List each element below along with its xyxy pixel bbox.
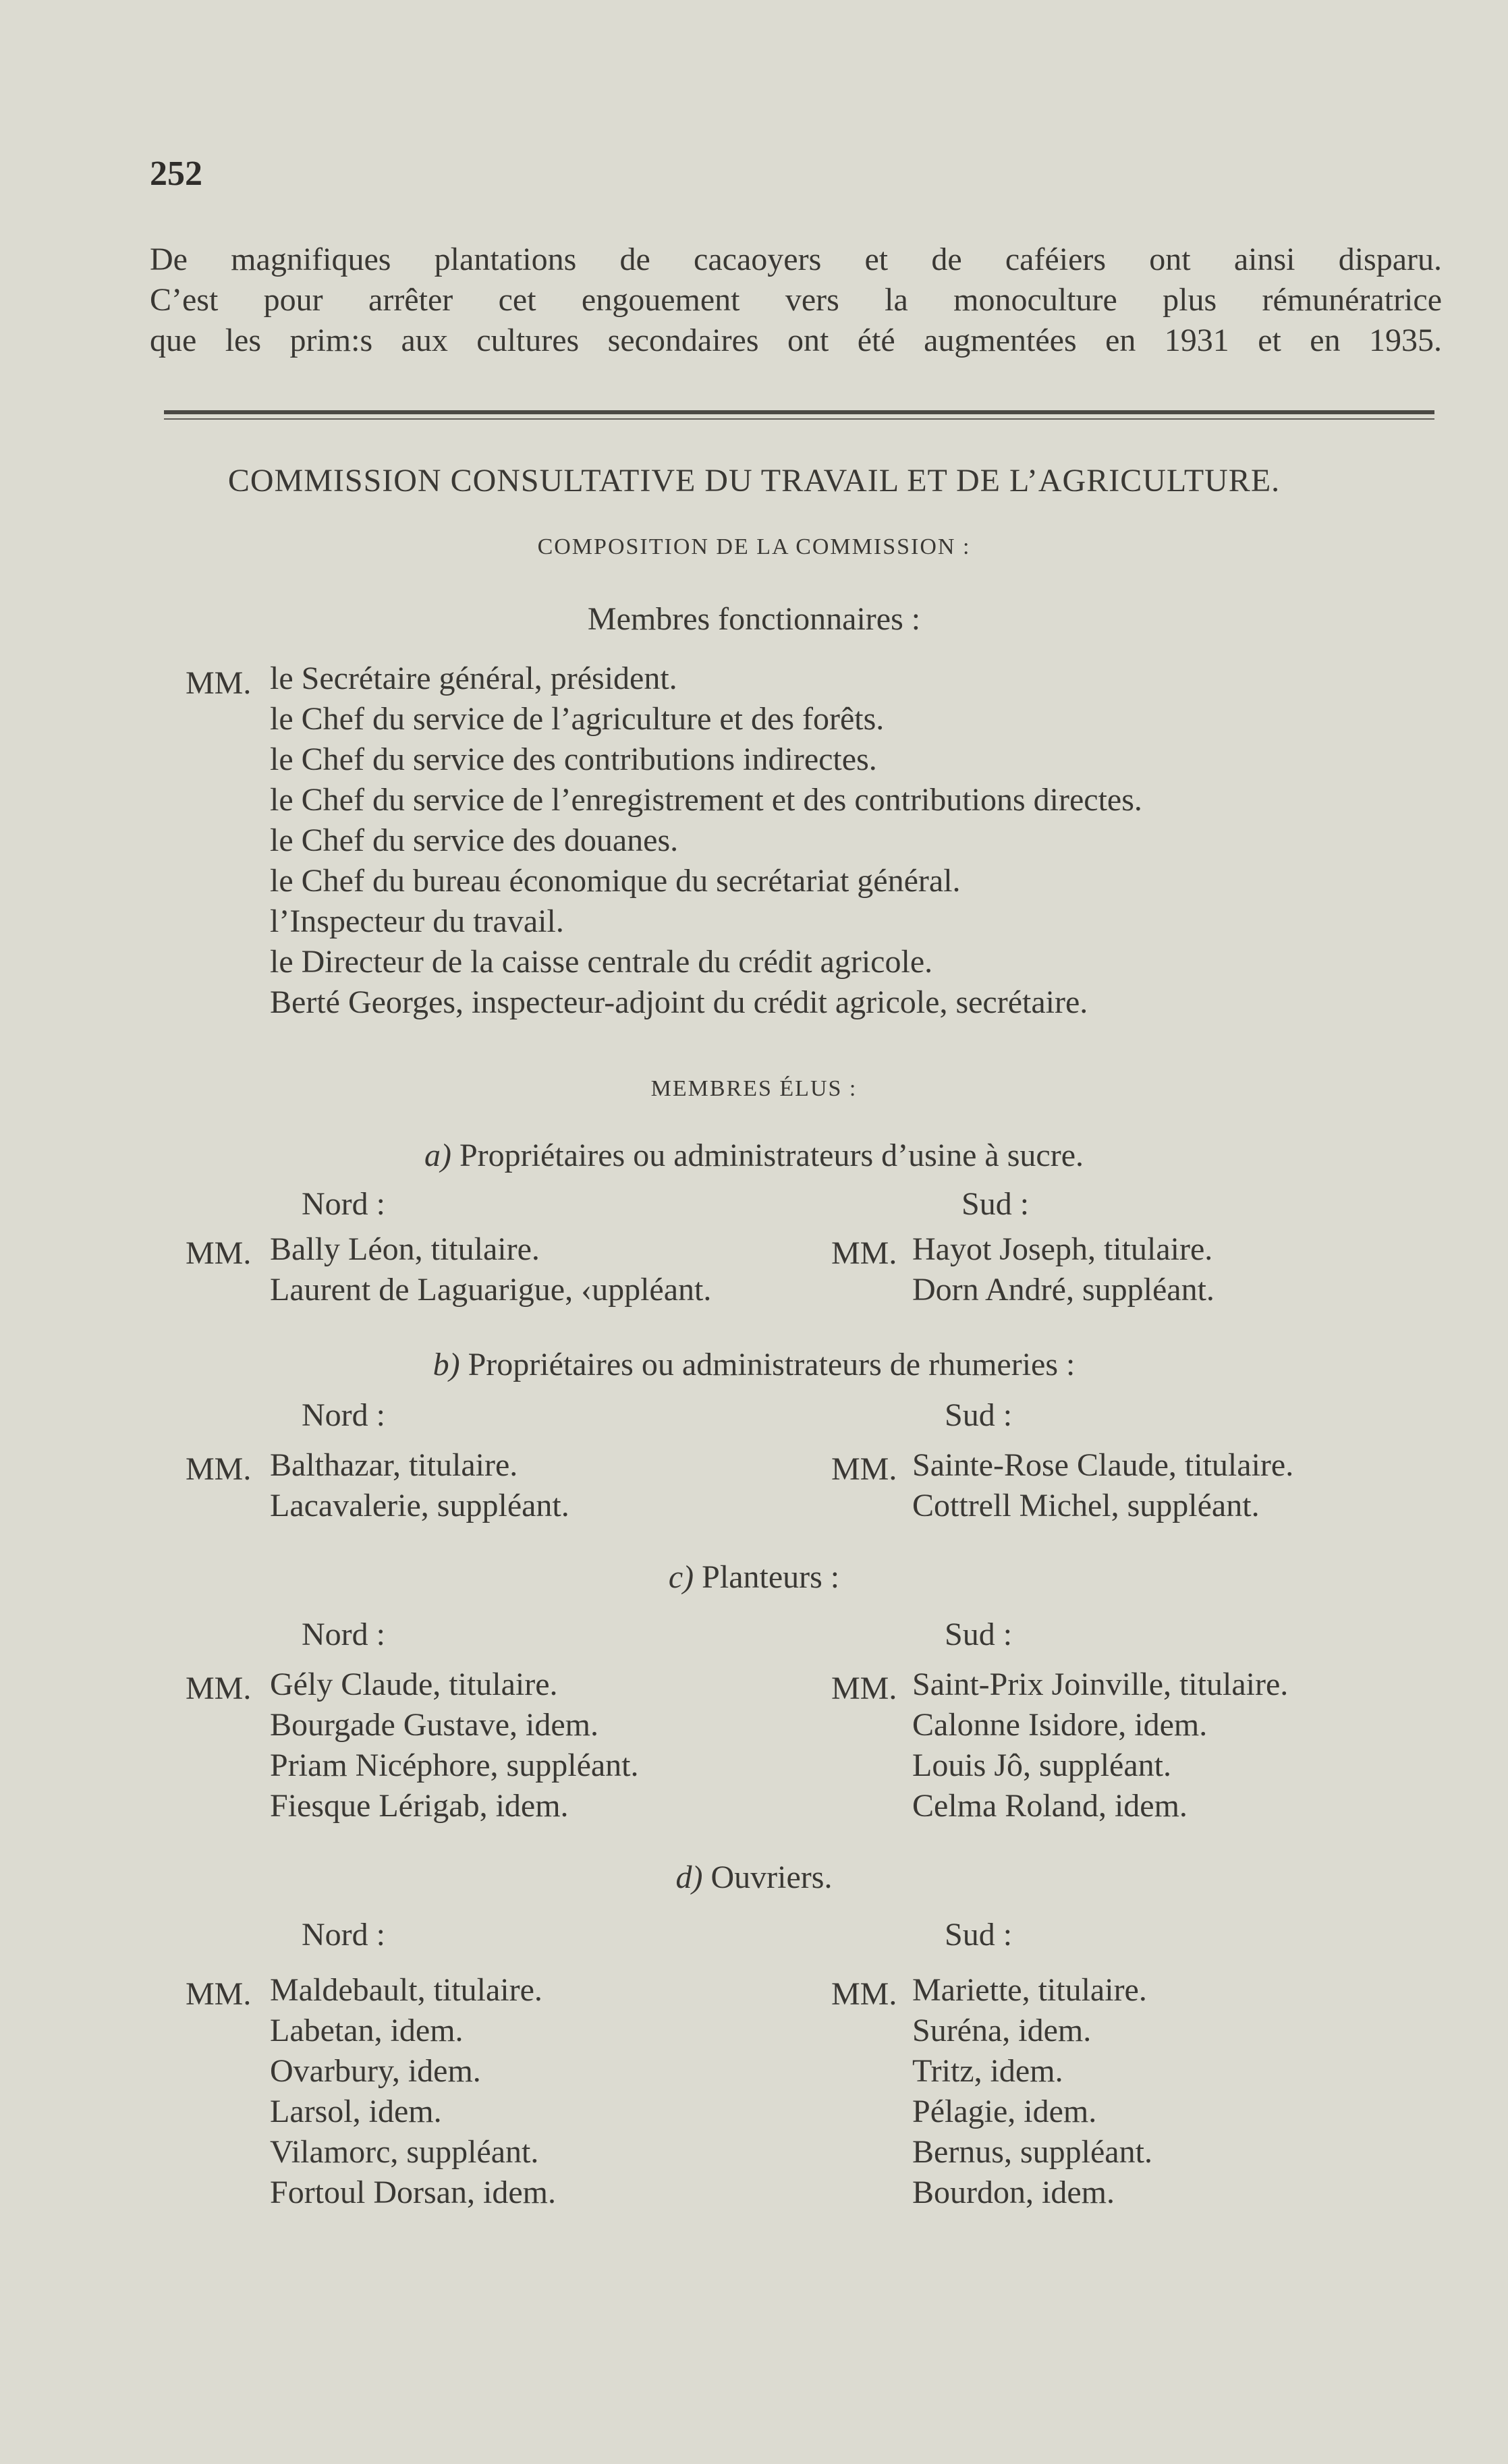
nord-label: Nord : <box>302 1917 385 1953</box>
mm-prefix: MM. <box>186 665 252 701</box>
member-item: Bernus, suppléant. <box>912 2134 1152 2170</box>
sud-label: Sud : <box>945 1917 1013 1953</box>
member-item: l’Inspecteur du travail. <box>270 903 564 939</box>
section-divider-thin <box>164 418 1434 420</box>
member-item: Dorn André, suppléant. <box>912 1272 1214 1308</box>
member-item: Lacavalerie, suppléant. <box>270 1488 569 1523</box>
intro-paragraph <box>150 240 1442 361</box>
member-item: Gély Claude, titulaire. <box>270 1667 558 1702</box>
member-item: le Chef du service de l’agriculture et des forêts. <box>270 701 885 737</box>
member-item: Priam Nicéphore, suppléant. <box>270 1747 639 1783</box>
group-a-title <box>0 1137 1508 1174</box>
group-c-sud-list <box>912 1664 1288 1826</box>
member-item: Celma Roland, idem. <box>912 1788 1188 1824</box>
member-item: Sainte-Rose Claude, titulaire. <box>912 1447 1294 1483</box>
group-b-title <box>0 1346 1508 1383</box>
member-item: Cottrell Michel, suppléant. <box>912 1488 1260 1523</box>
paragraph-line: C’est pour arrêter cet engouement vers la monoculture plus rémunératrice <box>150 282 1442 318</box>
nord-label: Nord : <box>302 1397 385 1433</box>
member-item: Labetan, idem. <box>270 2013 464 2048</box>
member-item: Suréna, idem. <box>912 2013 1092 2048</box>
group-title: Ouvriers. <box>710 1859 833 1895</box>
member-item: Tritz, idem. <box>912 2053 1063 2089</box>
member-item: Fortoul Dorsan, idem. <box>270 2175 556 2210</box>
member-item: Maldebault, titulaire. <box>270 1972 542 2008</box>
page-number: 252 <box>150 155 202 193</box>
nord-label: Nord : <box>302 1617 385 1652</box>
group-d-title <box>0 1859 1508 1896</box>
group-d-sud-list <box>912 1970 1152 2213</box>
member-item: Calonne Isidore, idem. <box>912 1707 1208 1743</box>
mm-prefix: MM. <box>831 1235 897 1271</box>
fonctionnaires-heading: Membres fonctionnaires : <box>587 601 921 637</box>
mm-prefix: MM. <box>831 1671 897 1706</box>
paragraph-line: De magnifiques plantations de cacaoyers et de caféiers ont ainsi disparu. <box>150 242 1442 277</box>
member-item: Ovarbury, idem. <box>270 2053 481 2089</box>
member-item: Bourdon, idem. <box>912 2175 1115 2210</box>
member-item: Bourgade Gustave, idem. <box>270 1707 599 1743</box>
sud-label: Sud : <box>945 1397 1013 1433</box>
member-item: Laurent de Laguarigue, ‹uppléant. <box>270 1272 712 1308</box>
group-b-sud-list <box>912 1445 1293 1526</box>
group-title: Propriétaires ou administrateurs d’usine à sucre. <box>459 1138 1084 1173</box>
member-item: Pélagie, idem. <box>912 2094 1097 2129</box>
mm-prefix: MM. <box>186 1451 252 1487</box>
group-a-sud-list <box>912 1229 1214 1310</box>
group-letter: c) <box>668 1559 694 1595</box>
member-item: Fiesque Lérigab, idem. <box>270 1788 569 1824</box>
group-c-title <box>0 1559 1508 1596</box>
member-item: le Chef du service des contributions indirectes. <box>270 741 877 777</box>
group-b-nord-list <box>270 1445 569 1526</box>
commission-title: COMMISSION CONSULTATIVE DU TRAVAIL ET DE L’AGRICULTURE. <box>227 463 1281 499</box>
group-letter: b) <box>432 1347 460 1382</box>
member-item: le Directeur de la caisse centrale du crédit agricole. <box>270 944 933 980</box>
member-item: Louis Jô, suppléant. <box>912 1747 1171 1783</box>
sud-label: Sud : <box>945 1617 1013 1652</box>
member-item: le Chef du service des douanes. <box>270 822 679 858</box>
member-item: le Chef du bureau économique du secrétariat général. <box>270 863 961 899</box>
group-d-nord-list <box>270 1970 556 2213</box>
elus-heading: MEMBRES ÉLUS : <box>650 1076 858 1101</box>
group-title: Planteurs : <box>702 1559 840 1595</box>
member-item: Berté Georges, inspecteur-adjoint du crédit agricole, secrétaire. <box>270 984 1088 1020</box>
mm-prefix: MM. <box>831 1451 897 1487</box>
member-item: Mariette, titulaire. <box>912 1972 1147 2008</box>
member-item: Hayot Joseph, titulaire. <box>912 1231 1213 1267</box>
member-item: le Chef du service de l’enregistrement et des contributions directes. <box>270 782 1142 818</box>
nord-label: Nord : <box>302 1186 385 1222</box>
composition-heading: COMPOSITION DE LA COMMISSION : <box>537 534 971 559</box>
member-item: Balthazar, titulaire. <box>270 1447 518 1483</box>
group-title: Propriétaires ou administrateurs de rhumeries : <box>468 1347 1076 1382</box>
group-letter: a) <box>424 1138 451 1173</box>
member-item: Saint-Prix Joinville, titulaire. <box>912 1667 1289 1702</box>
group-a-nord-list <box>270 1229 711 1310</box>
paragraph-line: que les prim:s aux cultures secondaires ont été augmentées en 1931 et en 1935. <box>150 323 1442 358</box>
group-letter: d) <box>675 1859 703 1895</box>
member-item: Bally Léon, titulaire. <box>270 1231 540 1267</box>
group-c-nord-list <box>270 1664 639 1826</box>
mm-prefix: MM. <box>831 1976 897 2012</box>
mm-prefix: MM. <box>186 1235 252 1271</box>
mm-prefix: MM. <box>186 1976 252 2012</box>
member-item: Larsol, idem. <box>270 2094 442 2129</box>
sud-label: Sud : <box>961 1186 1030 1222</box>
member-item: Vilamorc, suppléant. <box>270 2134 539 2170</box>
mm-prefix: MM. <box>186 1671 252 1706</box>
fonctionnaires-list <box>270 659 1142 1023</box>
section-divider-thick <box>164 410 1434 414</box>
member-item: le Secrétaire général, président. <box>270 661 677 696</box>
